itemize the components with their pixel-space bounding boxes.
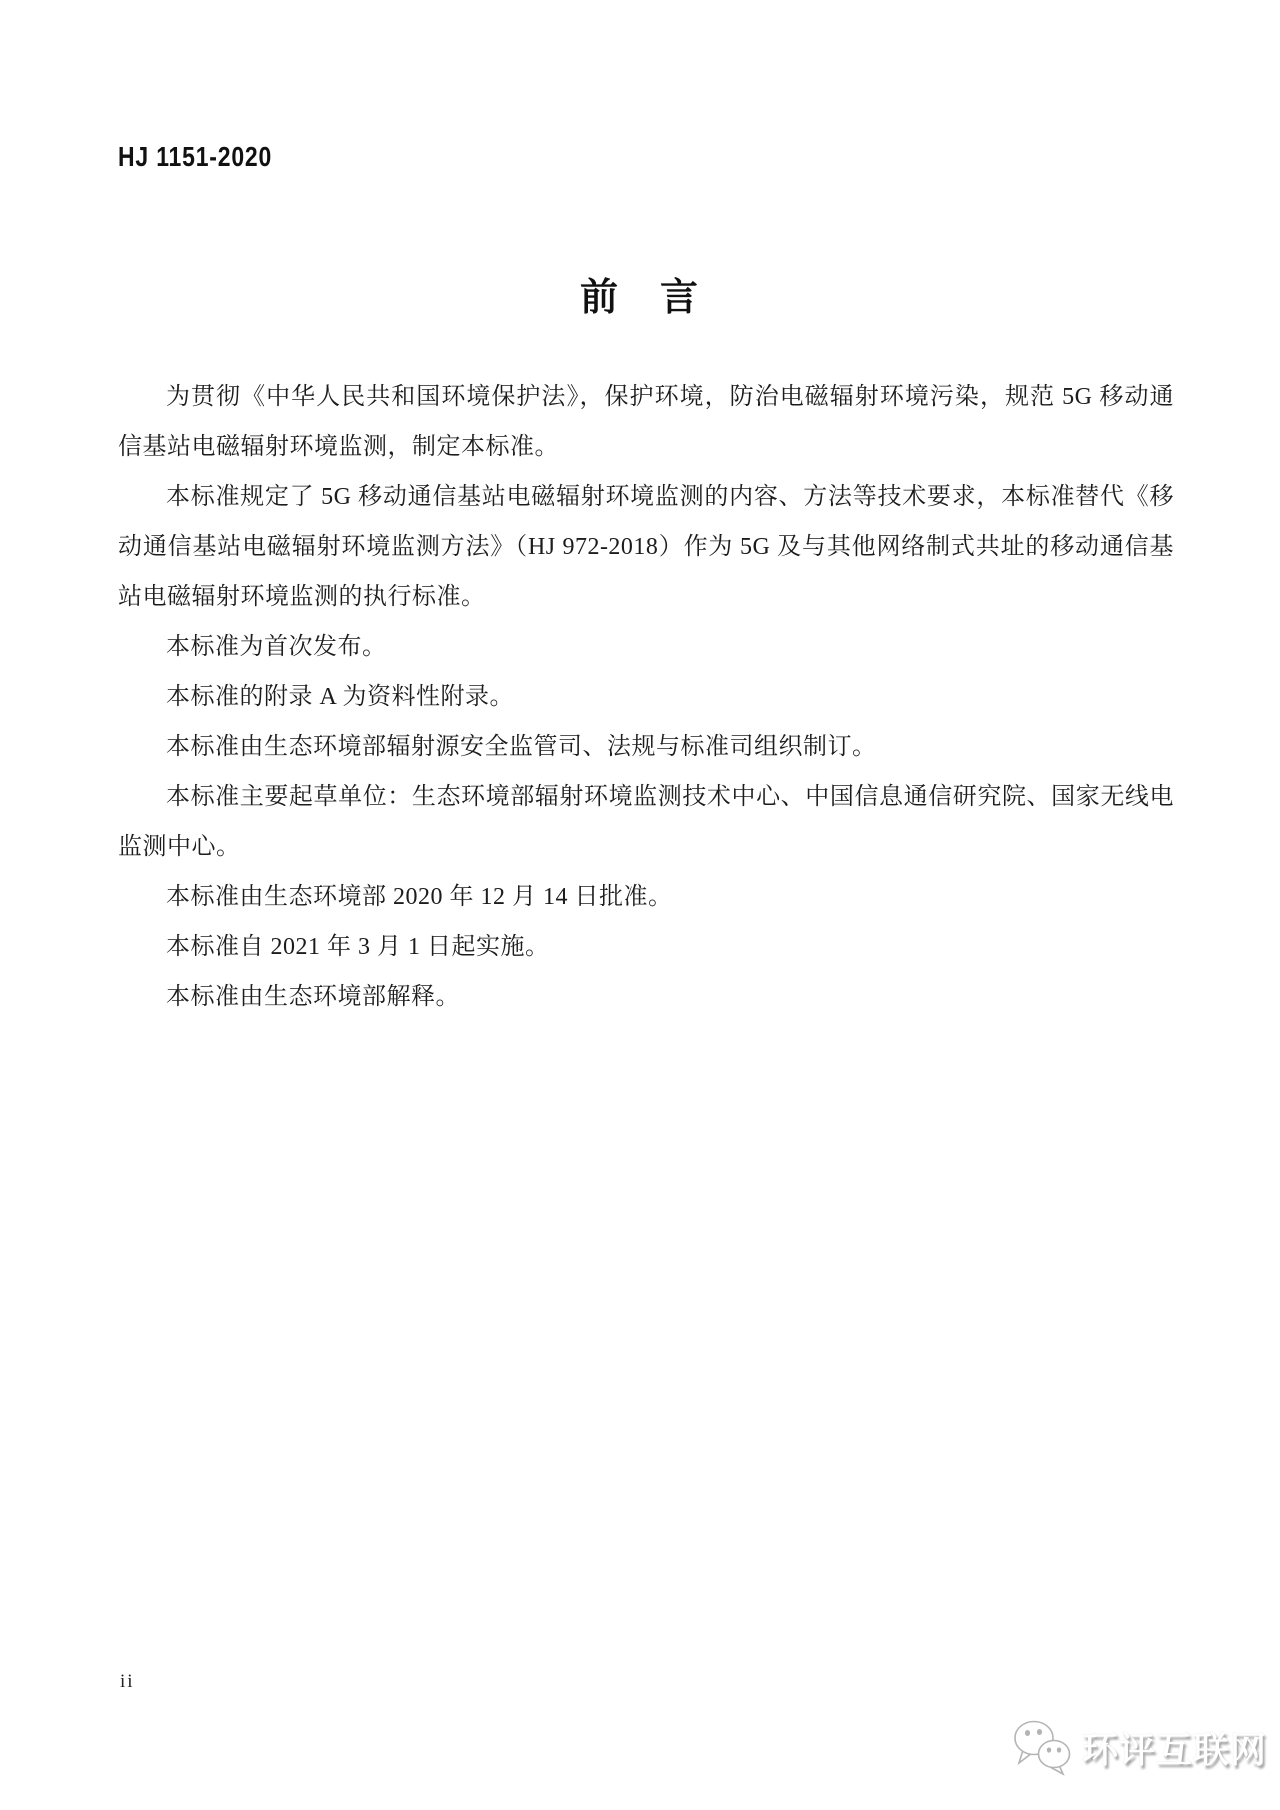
paragraph: 本标准由生态环境部解释。 [166, 984, 460, 1010]
wechat-icon [1012, 1718, 1074, 1776]
paragraph: 本标准自 2021 年 3 月 1 日起实施。 [166, 934, 550, 960]
paragraph: 本标准主要起草单位：生态环境部辐射环境监测技术中心、中国信息通信研究院、国家无线电监测中心。 [118, 784, 1174, 860]
paragraph: 本标准规定了 5G 移动通信基站电磁辐射环境监测的内容、方法等技术要求，本标准替代《移动通信基站电磁辐射环境监测方法》（HJ 972-2018）作为 5G 及与其他网络制式共址的移动通信基站电磁辐射环境监测的执行标准。 [118, 484, 1174, 610]
page-title: 前 言 [579, 277, 700, 319]
foreword-body [118, 372, 1174, 1022]
paragraph: 本标准的附录 A 为资料性附录。 [166, 684, 515, 710]
standard-code: HJ 1151-2020 [118, 141, 273, 172]
page-number: ii [120, 1671, 135, 1692]
paragraph: 本标准由生态环境部 2020 年 12 月 14 日批准。 [166, 884, 673, 910]
watermark [1012, 1718, 1267, 1776]
paragraph: 本标准为首次发布。 [166, 634, 387, 660]
paragraph: 为贯彻《中华人民共和国环境保护法》，保护环境，防治电磁辐射环境污染，规范 5G 移动通信基站电磁辐射环境监测，制定本标准。 [118, 384, 1174, 460]
watermark-brand-text: 环评互联网 [1082, 1728, 1268, 1770]
paragraph: 本标准由生态环境部辐射源安全监管司、法规与标准司组织制订。 [166, 734, 877, 760]
